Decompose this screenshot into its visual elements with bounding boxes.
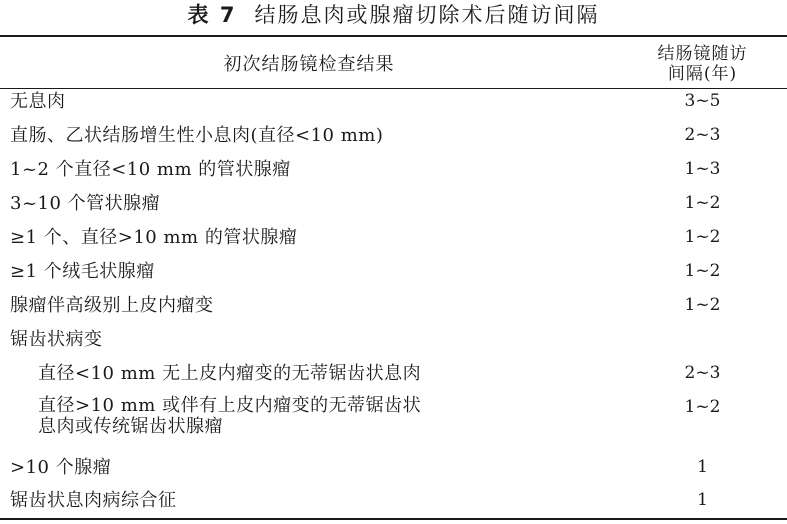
interval-cell: 1~2	[684, 295, 721, 315]
finding-cell: ≥1 个、直径>10 mm 的管状腺瘤	[10, 227, 298, 248]
table-number: 表 7	[187, 3, 237, 27]
finding-line: 直径>10 mm 或伴有上皮内瘤变的无蒂锯齿状	[38, 395, 422, 416]
column-header-interval-line1: 结肠镜随访	[657, 43, 748, 64]
header-rule	[0, 88, 787, 89]
interval-cell: 1	[697, 457, 708, 477]
finding-cell: 腺瘤伴高级别上皮内瘤变	[10, 295, 214, 316]
finding-cell: 直肠、乙状结肠增生性小息肉(直径<10 mm)	[10, 125, 384, 146]
interval-cell: 1~2	[684, 397, 721, 417]
bottom-rule	[0, 518, 787, 520]
interval-cell: 1~3	[684, 159, 721, 179]
interval-cell: 1	[697, 490, 708, 510]
column-header-interval-line2: 间隔(年)	[667, 63, 738, 84]
table-title	[0, 2, 787, 28]
interval-cell: 1~2	[684, 193, 721, 213]
table-caption: 结肠息肉或腺瘤切除术后随访间隔	[254, 3, 600, 27]
interval-cell: 2~3	[684, 363, 721, 383]
finding-line: 息肉或传统锯齿状腺瘤	[38, 416, 223, 437]
column-header-findings: 初次结肠镜检查结果	[223, 53, 395, 75]
column-header-interval	[618, 39, 787, 88]
interval-cell: 3~5	[684, 91, 721, 111]
finding-cell: 1~2 个直径<10 mm 的管状腺瘤	[10, 159, 291, 180]
finding-cell: 直径<10 mm 无上皮内瘤变的无蒂锯齿状息肉	[38, 363, 422, 384]
finding-cell	[38, 395, 628, 437]
finding-cell: 3~10 个管状腺瘤	[10, 193, 161, 214]
interval-cell: 1~2	[684, 227, 721, 247]
finding-cell: ≥1 个绒毛状腺瘤	[10, 261, 155, 282]
finding-cell: 锯齿状息肉病综合征	[10, 490, 177, 511]
interval-cell: 1~2	[684, 261, 721, 281]
finding-cell: >10 个腺瘤	[10, 457, 112, 478]
finding-cell: 无息肉	[10, 91, 66, 112]
interval-cell: 2~3	[684, 125, 721, 145]
finding-cell: 锯齿状病变	[10, 329, 103, 350]
